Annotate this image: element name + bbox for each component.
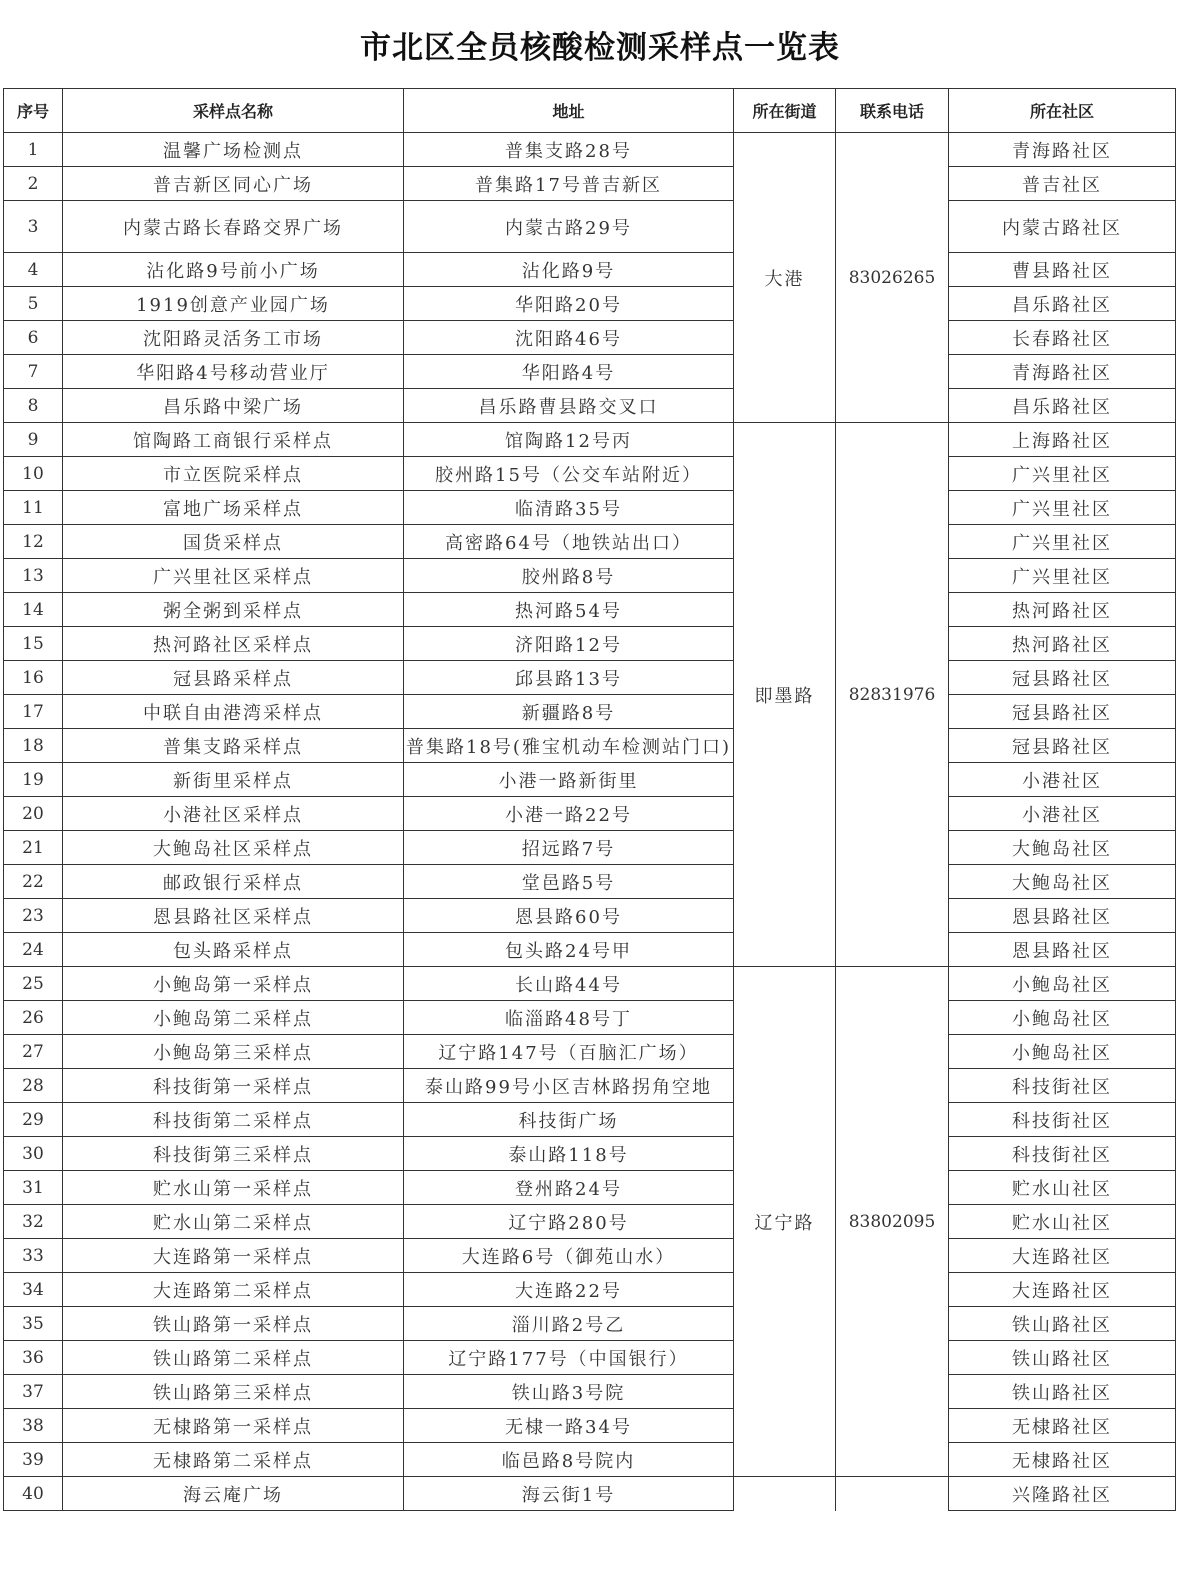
table-row <box>4 355 1176 389</box>
table-row <box>4 729 1176 763</box>
community: 冠县路社区 <box>949 729 1176 763</box>
address: 辽宁路280号 <box>404 1205 734 1239</box>
site-name: 富地广场采样点 <box>63 491 404 525</box>
address: 无棣一路34号 <box>404 1409 734 1443</box>
table-row <box>4 525 1176 559</box>
address: 长山路44号 <box>404 967 734 1001</box>
community: 小鲍岛社区 <box>949 1001 1176 1035</box>
table-row <box>4 201 1176 253</box>
table-row <box>4 287 1176 321</box>
table-row <box>4 1171 1176 1205</box>
table-row <box>4 967 1176 1001</box>
site-name: 恩县路社区采样点 <box>63 899 404 933</box>
site-name: 小港社区采样点 <box>63 797 404 831</box>
row-index: 11 <box>4 491 63 525</box>
row-index: 37 <box>4 1375 63 1409</box>
community: 广兴里社区 <box>949 525 1176 559</box>
phone-cell: 83026265 <box>836 133 949 423</box>
address: 科技街广场 <box>404 1103 734 1137</box>
table-row <box>4 593 1176 627</box>
table-row <box>4 167 1176 201</box>
community: 热河路社区 <box>949 627 1176 661</box>
community: 普吉社区 <box>949 167 1176 201</box>
site-name: 沾化路9号前小广场 <box>63 253 404 287</box>
table-row <box>4 831 1176 865</box>
row-index: 17 <box>4 695 63 729</box>
header-index: 序号 <box>4 89 63 133</box>
header-site-name: 采样点名称 <box>63 89 404 133</box>
table-row <box>4 1001 1176 1035</box>
site-name: 无棣路第二采样点 <box>63 1443 404 1477</box>
community: 科技街社区 <box>949 1137 1176 1171</box>
table-row <box>4 763 1176 797</box>
table-row <box>4 1307 1176 1341</box>
table-row <box>4 491 1176 525</box>
table-row <box>4 1477 1176 1511</box>
table-row <box>4 1375 1176 1409</box>
row-index: 32 <box>4 1205 63 1239</box>
table-row <box>4 1035 1176 1069</box>
community: 长春路社区 <box>949 321 1176 355</box>
table-row <box>4 253 1176 287</box>
table-row <box>4 423 1176 457</box>
site-name: 热河路社区采样点 <box>63 627 404 661</box>
row-index: 18 <box>4 729 63 763</box>
address: 普集路18号(雅宝机动车检测站门口) <box>404 729 734 763</box>
table-header-row <box>4 89 1176 133</box>
address: 沾化路9号 <box>404 253 734 287</box>
address: 普集路17号普吉新区 <box>404 167 734 201</box>
site-name: 温馨广场检测点 <box>63 133 404 167</box>
community: 铁山路社区 <box>949 1307 1176 1341</box>
community: 小港社区 <box>949 763 1176 797</box>
table-row <box>4 559 1176 593</box>
address: 华阳路20号 <box>404 287 734 321</box>
community: 无棣路社区 <box>949 1443 1176 1477</box>
community: 贮水山社区 <box>949 1171 1176 1205</box>
row-index: 5 <box>4 287 63 321</box>
site-name: 大鲍岛社区采样点 <box>63 831 404 865</box>
site-name: 科技街第二采样点 <box>63 1103 404 1137</box>
sampling-sites-table <box>3 88 1176 1511</box>
table-row <box>4 1205 1176 1239</box>
row-index: 21 <box>4 831 63 865</box>
site-name: 华阳路4号移动营业厅 <box>63 355 404 389</box>
address: 小港一路22号 <box>404 797 734 831</box>
phone-cell: 83802095 <box>836 967 949 1477</box>
address: 普集支路28号 <box>404 133 734 167</box>
table-row <box>4 865 1176 899</box>
community: 小鲍岛社区 <box>949 1035 1176 1069</box>
address: 邱县路13号 <box>404 661 734 695</box>
site-name: 冠县路采样点 <box>63 661 404 695</box>
community: 上海路社区 <box>949 423 1176 457</box>
row-index: 23 <box>4 899 63 933</box>
address: 登州路24号 <box>404 1171 734 1205</box>
site-name: 科技街第三采样点 <box>63 1137 404 1171</box>
table-row <box>4 661 1176 695</box>
row-index: 15 <box>4 627 63 661</box>
site-name: 新街里采样点 <box>63 763 404 797</box>
table-row <box>4 797 1176 831</box>
table-row <box>4 133 1176 167</box>
address: 胶州路15号（公交车站附近） <box>404 457 734 491</box>
table-row <box>4 1069 1176 1103</box>
site-name: 大连路第一采样点 <box>63 1239 404 1273</box>
community: 大连路社区 <box>949 1273 1176 1307</box>
table-row <box>4 933 1176 967</box>
site-name: 科技街第一采样点 <box>63 1069 404 1103</box>
row-index: 16 <box>4 661 63 695</box>
site-name: 1919创意产业园广场 <box>63 287 404 321</box>
community: 广兴里社区 <box>949 457 1176 491</box>
community: 小鲍岛社区 <box>949 967 1176 1001</box>
address: 堂邑路5号 <box>404 865 734 899</box>
row-index: 8 <box>4 389 63 423</box>
header-community: 所在社区 <box>949 89 1176 133</box>
row-index: 24 <box>4 933 63 967</box>
community: 广兴里社区 <box>949 491 1176 525</box>
row-index: 13 <box>4 559 63 593</box>
row-index: 29 <box>4 1103 63 1137</box>
community: 大连路社区 <box>949 1239 1176 1273</box>
site-name: 国货采样点 <box>63 525 404 559</box>
row-index: 4 <box>4 253 63 287</box>
table-row <box>4 389 1176 423</box>
community: 青海路社区 <box>949 355 1176 389</box>
address: 辽宁路147号（百脑汇广场） <box>404 1035 734 1069</box>
table-row <box>4 321 1176 355</box>
site-name: 馆陶路工商银行采样点 <box>63 423 404 457</box>
community: 科技街社区 <box>949 1069 1176 1103</box>
community: 冠县路社区 <box>949 695 1176 729</box>
row-index: 40 <box>4 1477 63 1511</box>
row-index: 10 <box>4 457 63 491</box>
site-name: 贮水山第一采样点 <box>63 1171 404 1205</box>
community: 冠县路社区 <box>949 661 1176 695</box>
header-phone: 联系电话 <box>836 89 949 133</box>
row-index: 19 <box>4 763 63 797</box>
row-index: 22 <box>4 865 63 899</box>
row-index: 7 <box>4 355 63 389</box>
address: 沈阳路46号 <box>404 321 734 355</box>
community: 曹县路社区 <box>949 253 1176 287</box>
site-name: 内蒙古路长春路交界广场 <box>63 201 404 253</box>
row-index: 12 <box>4 525 63 559</box>
site-name: 粥全粥到采样点 <box>63 593 404 627</box>
table-row <box>4 899 1176 933</box>
row-index: 27 <box>4 1035 63 1069</box>
row-index: 36 <box>4 1341 63 1375</box>
community: 内蒙古路社区 <box>949 201 1176 253</box>
table-row <box>4 1273 1176 1307</box>
community: 铁山路社区 <box>949 1375 1176 1409</box>
site-name: 小鲍岛第三采样点 <box>63 1035 404 1069</box>
row-index: 2 <box>4 167 63 201</box>
address: 新疆路8号 <box>404 695 734 729</box>
address: 临清路35号 <box>404 491 734 525</box>
community: 热河路社区 <box>949 593 1176 627</box>
site-name: 中联自由港湾采样点 <box>63 695 404 729</box>
address: 泰山路99号小区吉林路拐角空地 <box>404 1069 734 1103</box>
site-name: 市立医院采样点 <box>63 457 404 491</box>
table-row <box>4 627 1176 661</box>
community: 大鲍岛社区 <box>949 831 1176 865</box>
community: 广兴里社区 <box>949 559 1176 593</box>
row-index: 31 <box>4 1171 63 1205</box>
address: 昌乐路曹县路交叉口 <box>404 389 734 423</box>
address: 华阳路4号 <box>404 355 734 389</box>
address: 招远路7号 <box>404 831 734 865</box>
site-name: 邮政银行采样点 <box>63 865 404 899</box>
row-index: 26 <box>4 1001 63 1035</box>
address: 高密路64号（地铁站出口） <box>404 525 734 559</box>
community: 青海路社区 <box>949 133 1176 167</box>
address: 大连路22号 <box>404 1273 734 1307</box>
table-row <box>4 1239 1176 1273</box>
site-name: 无棣路第一采样点 <box>63 1409 404 1443</box>
street-cell: 辽宁路 <box>734 967 836 1477</box>
row-index: 1 <box>4 133 63 167</box>
page-title: 市北区全员核酸检测采样点一览表 <box>360 30 840 66</box>
row-index: 34 <box>4 1273 63 1307</box>
table-row <box>4 1137 1176 1171</box>
community: 大鲍岛社区 <box>949 865 1176 899</box>
site-name: 贮水山第二采样点 <box>63 1205 404 1239</box>
site-name: 小鲍岛第一采样点 <box>63 967 404 1001</box>
community: 小港社区 <box>949 797 1176 831</box>
site-name: 海云庵广场 <box>63 1477 404 1511</box>
site-name: 普吉新区同心广场 <box>63 167 404 201</box>
community: 昌乐路社区 <box>949 287 1176 321</box>
community: 铁山路社区 <box>949 1341 1176 1375</box>
community: 科技街社区 <box>949 1103 1176 1137</box>
row-index: 9 <box>4 423 63 457</box>
table-row <box>4 457 1176 491</box>
community: 昌乐路社区 <box>949 389 1176 423</box>
address: 临邑路8号院内 <box>404 1443 734 1477</box>
community: 兴隆路社区 <box>949 1477 1176 1511</box>
address: 馆陶路12号丙 <box>404 423 734 457</box>
header-street: 所在街道 <box>734 89 836 133</box>
row-index: 28 <box>4 1069 63 1103</box>
header-address: 地址 <box>404 89 734 133</box>
row-index: 33 <box>4 1239 63 1273</box>
site-name: 铁山路第一采样点 <box>63 1307 404 1341</box>
row-index: 30 <box>4 1137 63 1171</box>
site-name: 沈阳路灵活务工市场 <box>63 321 404 355</box>
row-index: 38 <box>4 1409 63 1443</box>
phone-cell <box>836 1477 949 1511</box>
row-index: 3 <box>4 201 63 253</box>
row-index: 35 <box>4 1307 63 1341</box>
phone-cell: 82831976 <box>836 423 949 967</box>
community: 贮水山社区 <box>949 1205 1176 1239</box>
site-name: 铁山路第二采样点 <box>63 1341 404 1375</box>
address: 辽宁路177号（中国银行） <box>404 1341 734 1375</box>
address: 热河路54号 <box>404 593 734 627</box>
table-row <box>4 1103 1176 1137</box>
address: 大连路6号（御苑山水） <box>404 1239 734 1273</box>
address: 小港一路新街里 <box>404 763 734 797</box>
community: 恩县路社区 <box>949 899 1176 933</box>
row-index: 20 <box>4 797 63 831</box>
row-index: 39 <box>4 1443 63 1477</box>
street-cell <box>734 1477 836 1511</box>
site-name: 昌乐路中梁广场 <box>63 389 404 423</box>
community: 恩县路社区 <box>949 933 1176 967</box>
community: 无棣路社区 <box>949 1409 1176 1443</box>
address: 济阳路12号 <box>404 627 734 661</box>
site-name: 大连路第二采样点 <box>63 1273 404 1307</box>
site-name: 包头路采样点 <box>63 933 404 967</box>
street-cell: 即墨路 <box>734 423 836 967</box>
table-row <box>4 1341 1176 1375</box>
table-row <box>4 1409 1176 1443</box>
address: 铁山路3号院 <box>404 1375 734 1409</box>
table-row <box>4 1443 1176 1477</box>
address: 内蒙古路29号 <box>404 201 734 253</box>
address: 临淄路48号丁 <box>404 1001 734 1035</box>
address: 包头路24号甲 <box>404 933 734 967</box>
site-name: 广兴里社区采样点 <box>63 559 404 593</box>
address: 胶州路8号 <box>404 559 734 593</box>
row-index: 6 <box>4 321 63 355</box>
address: 泰山路118号 <box>404 1137 734 1171</box>
address: 恩县路60号 <box>404 899 734 933</box>
address: 淄川路2号乙 <box>404 1307 734 1341</box>
street-cell: 大港 <box>734 133 836 423</box>
table-row <box>4 695 1176 729</box>
site-name: 铁山路第三采样点 <box>63 1375 404 1409</box>
site-name: 普集支路采样点 <box>63 729 404 763</box>
row-index: 14 <box>4 593 63 627</box>
address: 海云街1号 <box>404 1477 734 1511</box>
row-index: 25 <box>4 967 63 1001</box>
site-name: 小鲍岛第二采样点 <box>63 1001 404 1035</box>
